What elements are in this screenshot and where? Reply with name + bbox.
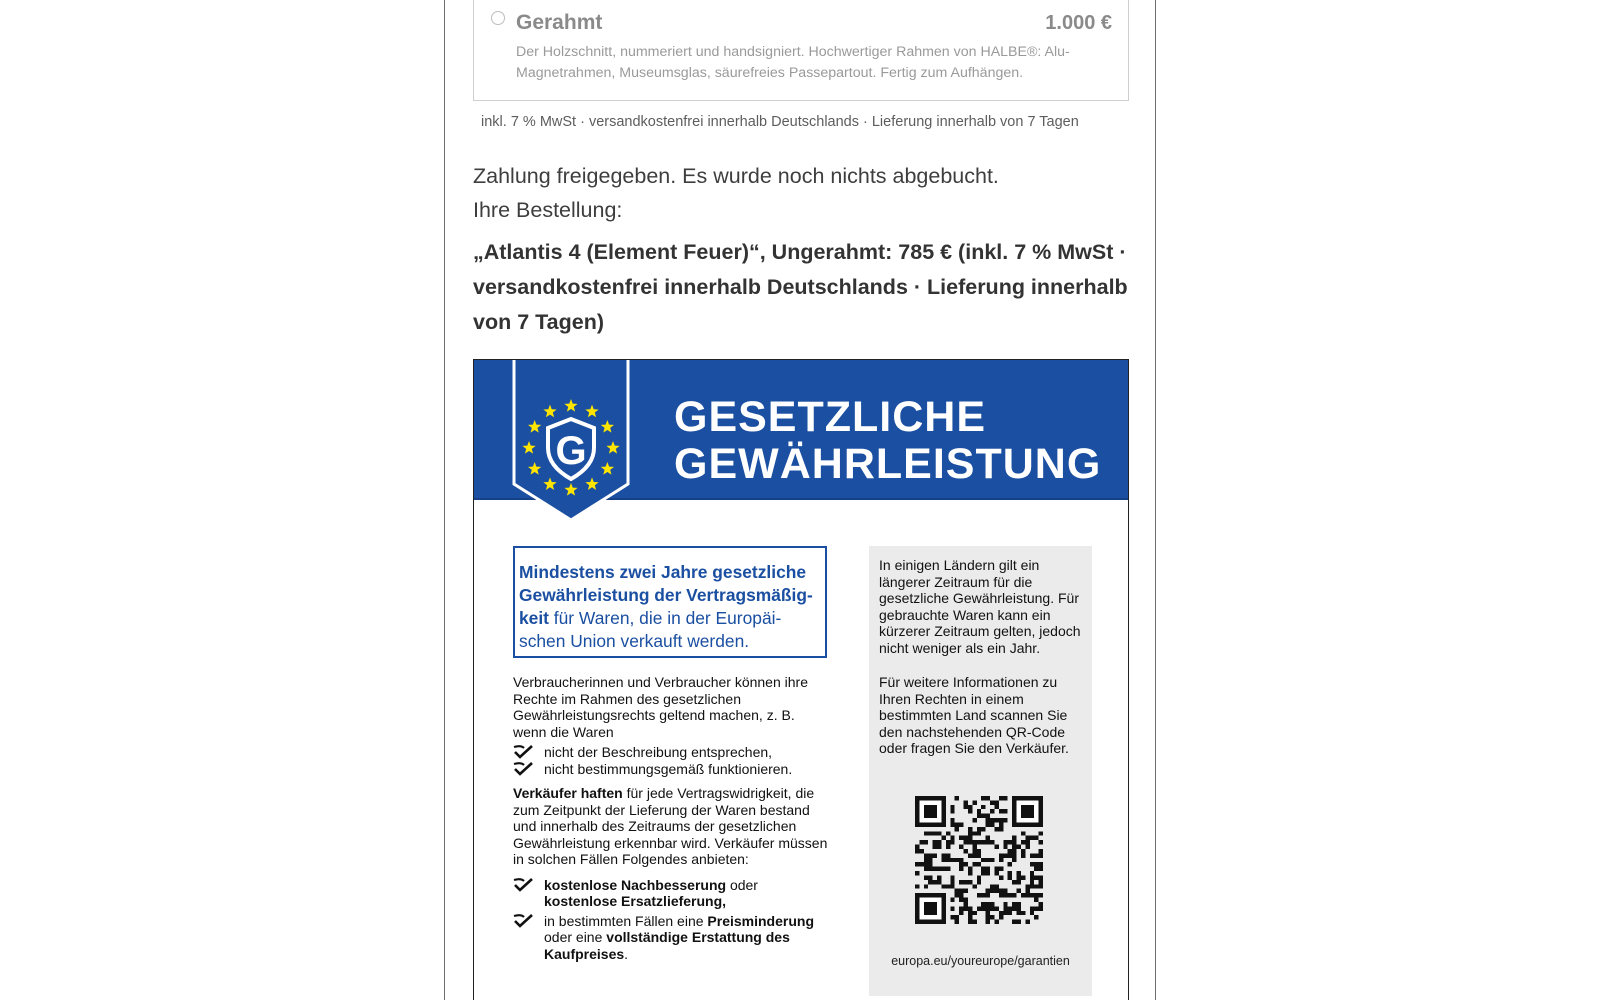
check-icon: [513, 913, 535, 929]
product-option-framed[interactable]: [473, 0, 1129, 101]
notice-title-line2: GEWÄHRLEISTUNG: [674, 440, 1102, 488]
warranty-details: [513, 674, 829, 970]
check-icon: [513, 877, 535, 893]
list-item: nicht bestimmungsgemäß funktionieren.: [513, 761, 829, 778]
country-info-panel: [869, 546, 1092, 996]
list-item: kostenlose Nachbesserung oder kostenlose Ersatzlieferung,: [513, 877, 829, 910]
warranty-intro: Verbraucherinnen und Verbraucher können ihre Rechte im Rahmen des gesetzlichen Gewährleistungsrechts geltend machen, z. B. wenn die Waren: [513, 674, 808, 740]
warranty-highlight: [513, 546, 827, 658]
seller-liability: Verkäufer haften für jede Vertragswidrigkeit, die zum Zeitpunkt der Lieferung der Waren bestand und innerhalb des Zeitraums der gesetzlichen Gewährleistung erkennbar wird. Verkäufer müssen in solchen Fällen Folgendes anbieten:: [513, 785, 828, 867]
qr-info-text: Für weitere Informationen zu Ihren Rechten in einem bestimmten Land scannen Sie den nachstehenden QR-Code oder fragen Sie den Verkäufer.: [879, 674, 1069, 756]
order-summary: „Atlantis 4 (Element Feuer)“, Ungerahmt: 785 € (inkl. 7 % MwSt · versandkostenfrei innerhalb Deutschlands · Lieferung innerhalb von 7 Tagen): [473, 240, 1128, 334]
highlight-bold: Mindestens zwei Jahre gesetzliche Gewährleistung der Vertragsmäßigkeit: [519, 562, 813, 628]
country-info-text: In einigen Ländern gilt ein längerer Zeitraum für die gesetzliche Gewährleistung. Für gebrauchte Waren kann ein kürzerer Zeitraum gelten, jedoch nicht weniger als ein Jahr.: [879, 557, 1081, 656]
list-item: in bestimmten Fällen eine Preisminderung oder eine vollständige Erstattung des Kaufpreises.: [513, 913, 829, 963]
highlight-rest: für Waren, die in der Europäischen Union verkauft werden.: [519, 608, 782, 651]
eu-shield-icon: [512, 359, 630, 524]
qr-code-icon[interactable]: [915, 796, 1043, 924]
notice-title: [674, 394, 1101, 488]
legal-warranty-notice: [473, 359, 1129, 1000]
option-price: 1.000 €: [1045, 12, 1112, 34]
option-title: Gerahmt: [516, 11, 603, 34]
order-label: Ihre Bestellung:: [473, 198, 623, 222]
notice-title-line1: GESETZLICHE: [674, 393, 987, 441]
payment-status-message: Zahlung freigegeben. Es wurde noch nichts abgebucht.: [473, 164, 999, 188]
check-icon: [513, 744, 535, 760]
tax-shipping-note: inkl. 7 % MwSt · versandkostenfrei innerhalb Deutschlands · Lieferung innerhalb von 7 Tagen: [481, 114, 1079, 130]
shield-letter: G: [555, 429, 587, 473]
condition-list: [513, 744, 829, 777]
option-radio[interactable]: [491, 11, 505, 25]
qr-link-text: europa.eu/youreurope/garantien: [891, 954, 1070, 968]
check-icon: [513, 761, 535, 777]
list-item: nicht der Beschreibung entsprechen,: [513, 744, 829, 761]
remedy-list: [513, 877, 829, 963]
option-description: Der Holzschnitt, nummeriert und handsigniert. Hochwertiger Rahmen von HALBE®: Alu-Magnetrahmen, Museumsglas, säurefreies Passepartout. Fertig zum Aufhängen.: [516, 44, 1070, 81]
